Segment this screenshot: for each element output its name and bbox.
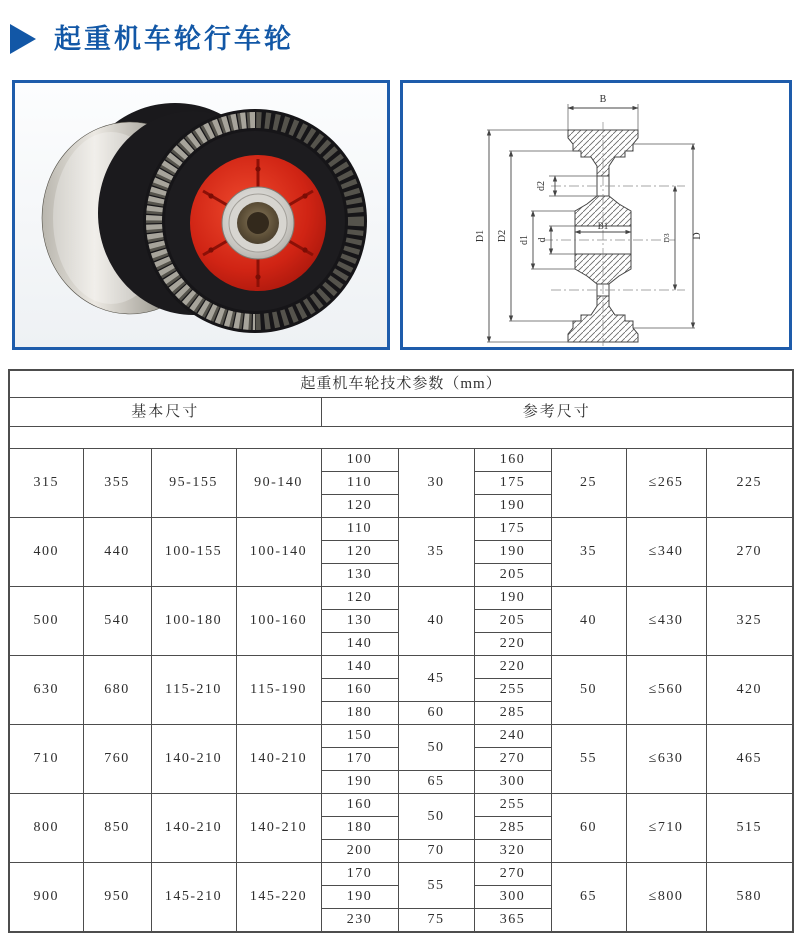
table-cell: 270 — [474, 748, 551, 771]
table-cell: 315 — [9, 449, 83, 518]
table-cell: 900 — [9, 863, 83, 933]
table-cell: 270 — [706, 518, 793, 587]
dim-label-B1: B1 — [597, 221, 609, 231]
table-row — [9, 449, 793, 472]
table-cell: 760 — [83, 725, 151, 794]
table-cell: 175 — [474, 472, 551, 495]
table-cell: 320 — [474, 840, 551, 863]
crane-wheel-photo — [15, 83, 387, 347]
table-cell: 170 — [321, 863, 398, 886]
table-row — [9, 863, 793, 886]
dim-label-B: B — [599, 94, 607, 105]
table-cell: ≤430 — [626, 587, 706, 656]
table-cell: 160 — [474, 449, 551, 472]
table-cell: 120 — [321, 541, 398, 564]
table-cell: 420 — [706, 656, 793, 725]
table-cell: 55 — [398, 863, 474, 909]
dim-label-d1: d1 — [519, 235, 530, 245]
table-cell: 220 — [474, 633, 551, 656]
dimension-diagram-panel — [400, 80, 792, 350]
table-title-row — [9, 370, 793, 398]
table-cell: 140 — [321, 656, 398, 679]
table-cell: 145-210 — [151, 863, 236, 933]
product-photo-panel — [12, 80, 390, 350]
table-cell: 270 — [474, 863, 551, 886]
table-cell: 50 — [551, 656, 626, 725]
table-cell: 35 — [551, 518, 626, 587]
table-cell: 95-155 — [151, 449, 236, 518]
table-cell: 190 — [321, 886, 398, 909]
table-cell: 140 — [321, 633, 398, 656]
table-cell: 65 — [398, 771, 474, 794]
table-cell: 130 — [321, 564, 398, 587]
table-cell: 175 — [474, 518, 551, 541]
table-cell: 140-210 — [236, 725, 321, 794]
table-cell: ≤710 — [626, 794, 706, 863]
table-cell: 680 — [83, 656, 151, 725]
table-row — [9, 656, 793, 679]
table-cell: 25 — [551, 449, 626, 518]
table-cell: 90-140 — [236, 449, 321, 518]
table-row — [9, 587, 793, 610]
table-cell: 850 — [83, 794, 151, 863]
table-cell: 225 — [706, 449, 793, 518]
table-row — [9, 794, 793, 817]
table-cell: 255 — [474, 794, 551, 817]
table-cell: ≤340 — [626, 518, 706, 587]
table-cell: 130 — [321, 610, 398, 633]
table-cell: 300 — [474, 886, 551, 909]
table-cell: 400 — [9, 518, 83, 587]
table-cell: 190 — [321, 771, 398, 794]
table-cell: 65 — [551, 863, 626, 933]
table-cell: 45 — [398, 656, 474, 702]
table-cell: 75 — [398, 909, 474, 933]
table-row — [9, 725, 793, 748]
table-cell: 55 — [551, 725, 626, 794]
table-cell: 140-210 — [151, 725, 236, 794]
table-cell: 170 — [321, 748, 398, 771]
wheel-section-diagram — [403, 83, 789, 347]
table-cell: 190 — [474, 495, 551, 518]
table-cell: 325 — [706, 587, 793, 656]
arrow-right-icon — [10, 24, 36, 54]
table-cell: 60 — [551, 794, 626, 863]
table-cell: 190 — [474, 587, 551, 610]
table-cell: 365 — [474, 909, 551, 933]
table-empty-row — [9, 427, 793, 449]
table-cell: 180 — [321, 817, 398, 840]
table-cell: 100-155 — [151, 518, 236, 587]
table-cell: 515 — [706, 794, 793, 863]
table-cell: 50 — [398, 794, 474, 840]
dim-label-d: d — [537, 237, 548, 243]
table-cell: 950 — [83, 863, 151, 933]
table-header-row — [9, 398, 793, 427]
table-cell: 465 — [706, 725, 793, 794]
table-cell: 140-210 — [236, 794, 321, 863]
table-cell: 110 — [321, 472, 398, 495]
table-cell: 40 — [398, 587, 474, 656]
header-basic: 基本尺寸 — [9, 398, 321, 427]
table-cell: 230 — [321, 909, 398, 933]
table-cell: 205 — [474, 564, 551, 587]
table-cell: 120 — [321, 587, 398, 610]
dim-label-D3: D3 — [662, 233, 671, 243]
table-cell: ≤560 — [626, 656, 706, 725]
image-panels — [12, 80, 792, 350]
table-cell: 115-210 — [151, 656, 236, 725]
table-cell: 285 — [474, 817, 551, 840]
table-cell: 500 — [9, 587, 83, 656]
table-cell: ≤800 — [626, 863, 706, 933]
table-cell: 240 — [474, 725, 551, 748]
table-cell: 440 — [83, 518, 151, 587]
dim-label-d2: d2 — [536, 181, 547, 191]
table-cell: 140-210 — [151, 794, 236, 863]
dim-label-D: D — [692, 232, 703, 240]
table-title: 起重机车轮技术参数（mm） — [9, 370, 793, 398]
table-cell: 50 — [398, 725, 474, 771]
table-cell: 710 — [9, 725, 83, 794]
table-cell: 580 — [706, 863, 793, 933]
table-cell: 35 — [398, 518, 474, 587]
table-cell: 160 — [321, 679, 398, 702]
table-cell: 70 — [398, 840, 474, 863]
table-cell: ≤630 — [626, 725, 706, 794]
dim-label-D1: D1 — [475, 229, 486, 243]
table-cell: ≤265 — [626, 449, 706, 518]
table-cell: 190 — [474, 541, 551, 564]
table-row — [9, 518, 793, 541]
table-cell: 200 — [321, 840, 398, 863]
page-title: 起重机车轮行车轮 — [54, 23, 294, 54]
table-cell: 30 — [398, 449, 474, 518]
table-cell: 100-160 — [236, 587, 321, 656]
table-cell: 220 — [474, 656, 551, 679]
table-cell: 100-140 — [236, 518, 321, 587]
table-cell: 285 — [474, 702, 551, 725]
table-cell: 115-190 — [236, 656, 321, 725]
empty-cell — [9, 427, 793, 449]
table-cell: 145-220 — [236, 863, 321, 933]
table-cell: 150 — [321, 725, 398, 748]
table-cell: 180 — [321, 702, 398, 725]
table-cell: 205 — [474, 610, 551, 633]
spec-table — [8, 369, 794, 933]
table-cell: 355 — [83, 449, 151, 518]
table-cell: 120 — [321, 495, 398, 518]
table-cell: 300 — [474, 771, 551, 794]
dim-label-D2: D2 — [497, 229, 508, 243]
table-cell: 630 — [9, 656, 83, 725]
table-cell: 255 — [474, 679, 551, 702]
table-cell: 540 — [83, 587, 151, 656]
table-cell: 60 — [398, 702, 474, 725]
table-cell: 800 — [9, 794, 83, 863]
table-cell: 160 — [321, 794, 398, 817]
table-cell: 100 — [321, 449, 398, 472]
header-reference: 参考尺寸 — [321, 398, 793, 427]
table-cell: 110 — [321, 518, 398, 541]
table-cell: 100-180 — [151, 587, 236, 656]
page-header — [0, 0, 800, 56]
table-cell: 40 — [551, 587, 626, 656]
